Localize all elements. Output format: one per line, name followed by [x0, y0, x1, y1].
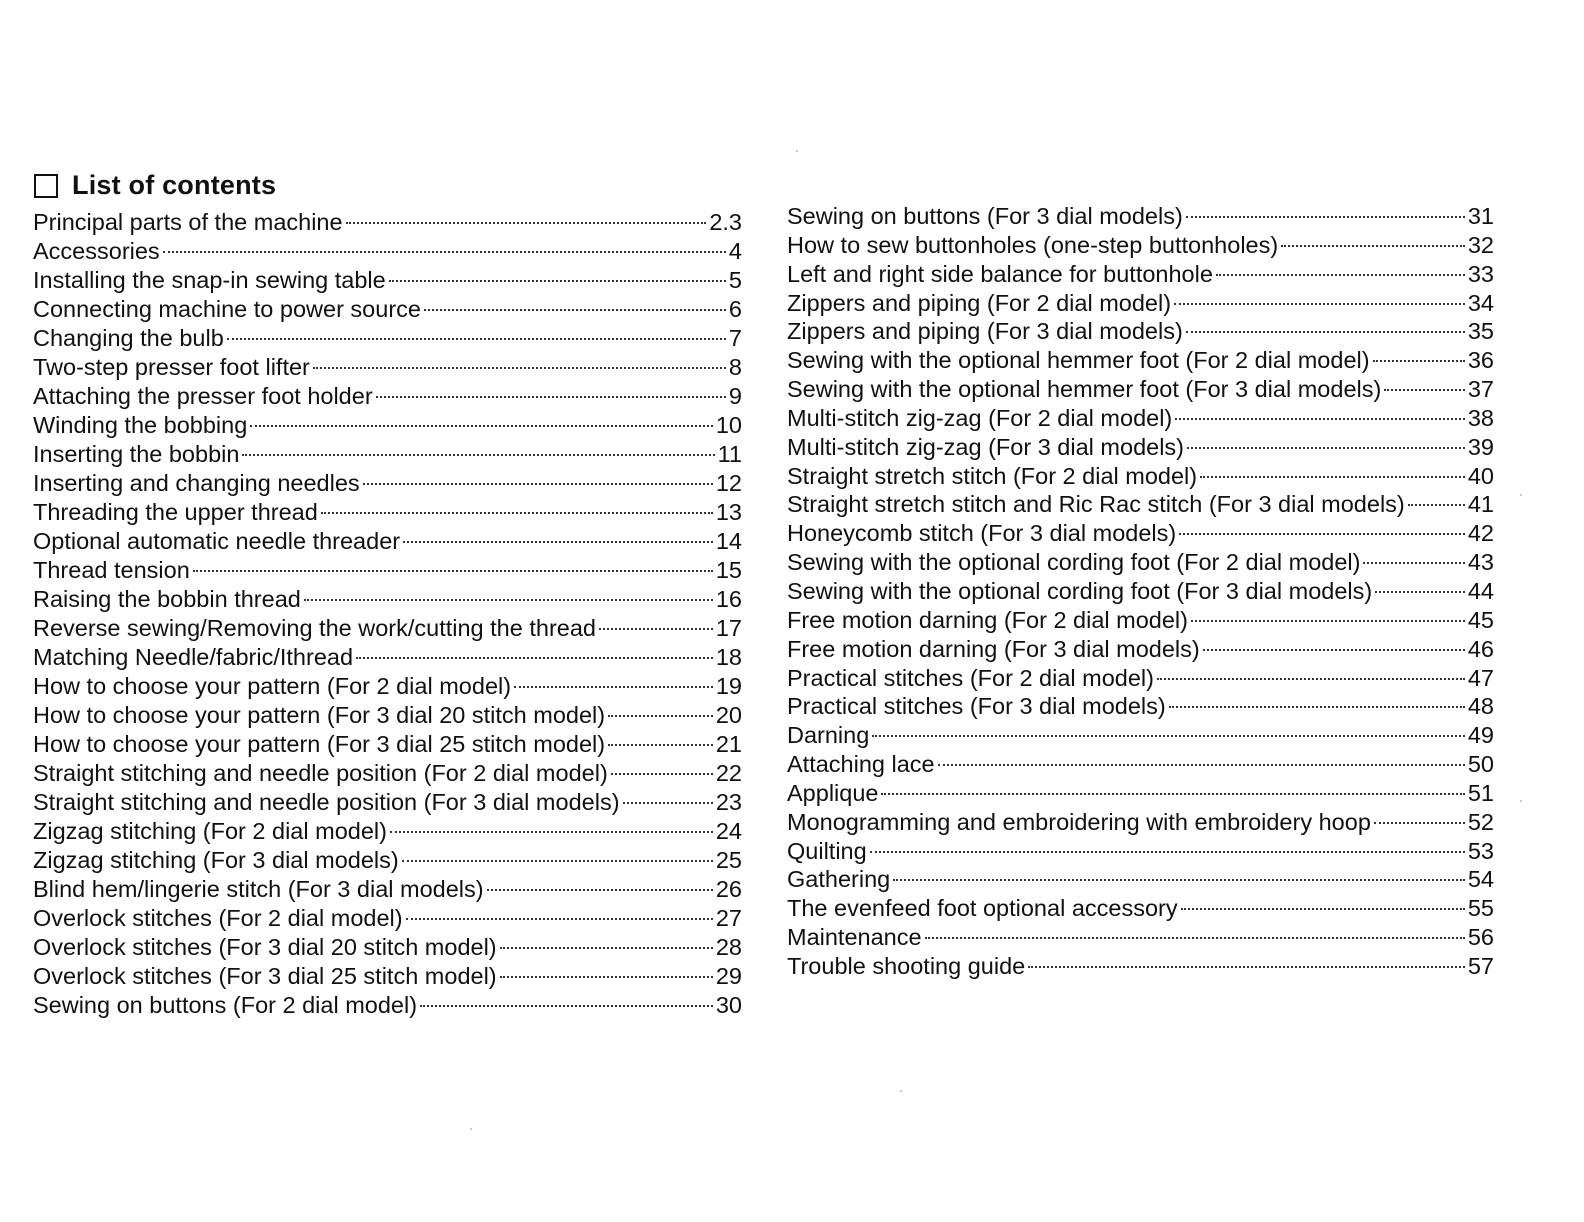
toc-entry-page-number: 7 — [728, 325, 742, 351]
toc-entry-title: Straight stretch stitch and Ric Rac stitch (For 3 dial models) — [787, 491, 1405, 518]
toc-entry — [787, 260, 1494, 289]
dot-leader — [313, 367, 726, 369]
toc-entry-title: Quilting — [787, 837, 867, 864]
toc-entry — [787, 317, 1494, 346]
toc-entry — [787, 606, 1494, 635]
toc-entry — [787, 635, 1494, 664]
toc-entry — [33, 788, 742, 817]
toc-entry-title: Winding the bobbing — [33, 412, 248, 438]
dot-leader — [1187, 447, 1465, 449]
toc-entry — [33, 962, 742, 991]
toc-entry-page-number: 27 — [715, 905, 742, 931]
dot-leader — [487, 889, 713, 891]
toc-entry-title: Multi-stitch zig-zag (For 2 dial model) — [787, 404, 1173, 431]
dot-leader — [1408, 504, 1465, 506]
dot-leader — [1174, 303, 1465, 305]
dot-leader — [1186, 331, 1465, 333]
toc-entry-page-number: 36 — [1467, 347, 1494, 374]
toc-entry — [787, 692, 1494, 721]
toc-entry-title: Matching Needle/fabric/Ithread — [33, 644, 354, 670]
toc-entry-page-number: 31 — [1467, 203, 1494, 229]
dot-leader — [1181, 908, 1465, 910]
toc-entry-title: Darning — [787, 722, 870, 749]
toc-entry-title: Overlock stitches (For 3 dial 20 stitch model) — [33, 934, 497, 960]
toc-entry-page-number: 18 — [715, 644, 742, 670]
toc-entry — [33, 614, 742, 643]
toc-entry-page-number: 40 — [1467, 462, 1494, 489]
toc-entry-page-number: 12 — [715, 470, 742, 496]
dot-leader — [881, 793, 1464, 795]
dot-leader — [938, 764, 1465, 766]
dot-leader — [346, 222, 707, 224]
toc-entry-page-number: 10 — [715, 412, 742, 438]
toc-entry — [33, 324, 742, 353]
toc-entry — [787, 865, 1494, 894]
dot-leader — [389, 280, 726, 282]
toc-entry-title: Zigzag stitching (For 3 dial models) — [33, 847, 399, 873]
toc-entry-title: How to choose your pattern (For 3 dial 20 stitch model) — [33, 702, 606, 728]
toc-entry-page-number: 26 — [715, 876, 742, 902]
toc-entry-title: Straight stitching and needle position (For 3 dial models) — [33, 789, 620, 815]
toc-entry-title: Trouble shooting guide — [787, 952, 1026, 979]
toc-entry-page-number: 33 — [1467, 260, 1494, 287]
toc-entry-title: Overlock stitches (For 3 dial 25 stitch model) — [33, 963, 497, 989]
toc-entry-page-number: 56 — [1467, 924, 1494, 951]
toc-entry-title: Threading the upper thread — [33, 499, 318, 525]
scan-speck — [900, 1090, 902, 1092]
dot-leader — [163, 251, 726, 253]
toc-entry-title: Monogramming and embroidering with embroidery hoop — [787, 808, 1371, 835]
toc-entry — [787, 664, 1494, 693]
toc-entry — [33, 295, 742, 324]
toc-entry-page-number: 47 — [1467, 664, 1494, 691]
dot-leader — [406, 918, 713, 920]
toc-entry — [33, 237, 742, 266]
toc-entry-page-number: 28 — [715, 934, 742, 960]
toc-entry-page-number: 25 — [715, 847, 742, 873]
dot-leader — [1186, 216, 1465, 218]
toc-entry-title: Blind hem/lingerie stitch (For 3 dial models) — [33, 876, 484, 902]
toc-entry-page-number: 57 — [1467, 952, 1494, 979]
toc-entry — [33, 440, 742, 469]
toc-entry-page-number: 35 — [1467, 318, 1494, 345]
toc-entry-page-number: 15 — [715, 557, 742, 583]
toc-entry — [787, 577, 1494, 606]
toc-entry-page-number: 50 — [1467, 751, 1494, 778]
dot-leader — [1200, 476, 1465, 478]
toc-entry — [33, 469, 742, 498]
toc-entry-page-number: 6 — [728, 296, 742, 322]
toc-entry-page-number: 38 — [1467, 404, 1494, 431]
toc-entry — [33, 875, 742, 904]
toc-entry — [33, 266, 742, 295]
dot-leader — [1363, 562, 1464, 564]
toc-entry-page-number: 42 — [1467, 520, 1494, 547]
toc-entry-title: Free motion darning (For 2 dial model) — [787, 606, 1188, 633]
dot-leader — [1373, 360, 1465, 362]
toc-entry-page-number: 14 — [715, 528, 742, 554]
toc-entry-page-number: 8 — [728, 354, 742, 380]
dot-leader — [1157, 678, 1465, 680]
toc-entry-title: Reverse sewing/Removing the work/cutting the thread — [33, 615, 596, 641]
toc-entry-title: How to choose your pattern (For 2 dial model) — [33, 673, 512, 699]
dot-leader — [623, 802, 713, 804]
toc-entry-page-number: 34 — [1467, 289, 1494, 316]
toc-entry-page-number: 20 — [715, 702, 742, 728]
dot-leader — [402, 860, 713, 862]
dot-leader — [363, 483, 713, 485]
toc-entry — [787, 894, 1494, 923]
dot-leader — [1216, 274, 1465, 276]
toc-entry — [787, 837, 1494, 866]
scan-speck — [1520, 800, 1522, 802]
toc-entry — [33, 817, 742, 846]
dot-leader — [599, 628, 713, 630]
toc-entry-title: Sewing on buttons (For 3 dial models) — [787, 203, 1183, 229]
toc-entry-title: Gathering — [787, 866, 891, 893]
toc-entry-page-number: 30 — [715, 992, 742, 1018]
toc-entry-title: Sewing with the optional cording foot (For 3 dial models) — [787, 577, 1373, 604]
toc-entry-title: How to sew buttonholes (one-step buttonholes) — [787, 231, 1279, 258]
toc-entry — [33, 556, 742, 585]
toc-entry-page-number: 46 — [1467, 635, 1494, 662]
toc-entry-page-number: 49 — [1467, 722, 1494, 749]
toc-entry — [787, 346, 1494, 375]
toc-entry-title: Inserting the bobbin — [33, 441, 240, 467]
dot-leader — [193, 570, 713, 572]
dot-leader — [390, 831, 713, 833]
toc-entry-title: Installing the snap-in sewing table — [33, 267, 386, 293]
toc-entry-page-number: 37 — [1467, 376, 1494, 403]
toc-entry — [33, 382, 742, 411]
toc-entry-title: Attaching the presser foot holder — [33, 383, 373, 409]
toc-entry-page-number: 16 — [715, 586, 742, 612]
toc-entry-title: Sewing with the optional hemmer foot (For 3 dial models) — [787, 376, 1382, 403]
toc-entry — [33, 759, 742, 788]
toc-entry-page-number: 32 — [1467, 231, 1494, 258]
toc-entry — [787, 750, 1494, 779]
toc-entry-page-number: 2.3 — [709, 209, 742, 235]
toc-entry-page-number: 41 — [1467, 491, 1494, 518]
dot-leader — [403, 541, 713, 543]
toc-entry — [787, 952, 1494, 981]
toc-entry — [33, 498, 742, 527]
toc-entry-title: Inserting and changing needles — [33, 470, 360, 496]
toc-entry — [787, 462, 1494, 491]
toc-entry-title: Zigzag stitching (For 2 dial model) — [33, 818, 387, 844]
toc-entry-page-number: 22 — [715, 760, 742, 786]
toc-entry-title: Zippers and piping (For 3 dial models) — [787, 318, 1183, 345]
dot-leader — [227, 338, 726, 340]
dot-leader — [1203, 649, 1465, 651]
toc-entry-title: Two-step presser foot lifter — [33, 354, 310, 380]
toc-entry-title: Practical stitches (For 2 dial model) — [787, 664, 1154, 691]
toc-entry-page-number: 5 — [728, 267, 742, 293]
toc-entry — [787, 721, 1494, 750]
toc-entry — [33, 846, 742, 875]
toc-entry — [33, 904, 742, 933]
toc-entry-title: Practical stitches (For 3 dial models) — [787, 693, 1166, 720]
dot-leader — [500, 976, 713, 978]
toc-entry-title: Maintenance — [787, 924, 922, 951]
toc-entry-title: Honeycomb stitch (For 3 dial models) — [787, 520, 1177, 547]
toc-entry-page-number: 53 — [1467, 837, 1494, 864]
toc-entry-page-number: 45 — [1467, 606, 1494, 633]
toc-entry-title: Raising the bobbin thread — [33, 586, 301, 612]
toc-entry-page-number: 44 — [1467, 577, 1494, 604]
toc-entry — [787, 519, 1494, 548]
toc-entry-page-number: 21 — [715, 731, 742, 757]
toc-entry-page-number: 19 — [715, 673, 742, 699]
toc-entry-page-number: 17 — [715, 615, 742, 641]
dot-leader — [514, 686, 713, 688]
toc-entry — [33, 991, 742, 1020]
toc-entry — [787, 808, 1494, 837]
toc-entry-page-number: 23 — [715, 789, 742, 815]
toc-entry-title: Sewing on buttons (For 2 dial model) — [33, 992, 418, 1018]
toc-entry — [33, 411, 742, 440]
dot-leader — [608, 744, 713, 746]
scan-speck — [1520, 494, 1522, 496]
dot-leader — [1175, 418, 1465, 420]
toc-entry — [787, 433, 1494, 462]
dot-leader — [1169, 706, 1465, 708]
toc-entry-title: Changing the bulb — [33, 325, 224, 351]
toc-entry-title: Optional automatic needle threader — [33, 528, 401, 554]
toc-entry-title: Zippers and piping (For 2 dial model) — [787, 289, 1172, 316]
dot-leader — [250, 425, 713, 427]
dot-leader — [356, 657, 713, 659]
toc-entry-title: Overlock stitches (For 2 dial model) — [33, 905, 403, 931]
toc-entry-page-number: 48 — [1467, 693, 1494, 720]
dot-leader — [1374, 822, 1465, 824]
toc-entry — [33, 643, 742, 672]
toc-entry-title: Sewing with the optional hemmer foot (For 2 dial model) — [787, 347, 1370, 374]
toc-entry-title: How to choose your pattern (For 3 dial 25 stitch model) — [33, 731, 606, 757]
toc-entry — [787, 779, 1494, 808]
checkbox-square-icon — [34, 174, 58, 198]
toc-entry-title: Accessories — [33, 238, 160, 264]
toc-entry-page-number: 11 — [717, 441, 742, 467]
toc-entry — [33, 353, 742, 382]
toc-entry-page-number: 9 — [728, 383, 742, 409]
dot-leader — [608, 715, 713, 717]
toc-entry — [787, 289, 1494, 318]
toc-entry — [787, 375, 1494, 404]
toc-entry-page-number: 29 — [715, 963, 742, 989]
toc-entry-title: Thread tension — [33, 557, 190, 583]
toc-entry-title: Applique — [787, 779, 879, 806]
dot-leader — [424, 309, 726, 311]
scan-speck — [796, 150, 798, 152]
dot-leader — [925, 937, 1465, 939]
toc-entry — [33, 933, 742, 962]
toc-right-column — [787, 202, 1494, 981]
dot-leader — [893, 879, 1465, 881]
toc-entry-page-number: 4 — [728, 238, 742, 264]
dot-leader — [420, 1005, 713, 1007]
toc-entry — [787, 548, 1494, 577]
dot-leader — [242, 454, 714, 456]
dot-leader — [500, 947, 713, 949]
toc-entry-title: Principal parts of the machine — [33, 209, 343, 235]
toc-entry — [787, 490, 1494, 519]
page-title: List of contents — [72, 170, 277, 200]
toc-entry — [787, 231, 1494, 260]
toc-entry-page-number: 54 — [1467, 866, 1494, 893]
dot-leader — [1384, 389, 1465, 391]
dot-leader — [1191, 620, 1465, 622]
toc-entry — [787, 923, 1494, 952]
scan-speck — [470, 1128, 472, 1130]
toc-entry — [33, 527, 742, 556]
dot-leader — [376, 396, 726, 398]
toc-entry-page-number: 13 — [715, 499, 742, 525]
toc-heading — [34, 170, 276, 201]
toc-entry-page-number: 24 — [715, 818, 742, 844]
dot-leader — [872, 735, 1465, 737]
toc-entry — [33, 585, 742, 614]
toc-entry-title: The evenfeed foot optional accessory — [787, 895, 1178, 922]
toc-entry-page-number: 39 — [1467, 433, 1494, 460]
dot-leader — [1281, 245, 1465, 247]
toc-entry-title: Attaching lace — [787, 751, 935, 778]
dot-leader — [611, 773, 713, 775]
toc-entry-title: Multi-stitch zig-zag (For 3 dial models) — [787, 433, 1184, 460]
dot-leader — [870, 851, 1465, 853]
dot-leader — [1179, 533, 1465, 535]
toc-entry — [33, 672, 742, 701]
toc-entry — [787, 202, 1494, 231]
toc-entry-title: Straight stretch stitch (For 2 dial model) — [787, 462, 1198, 489]
toc-entry-page-number: 51 — [1467, 779, 1494, 806]
toc-entry-page-number: 55 — [1467, 895, 1494, 922]
toc-entry — [33, 208, 742, 237]
toc-left-column — [33, 208, 742, 1020]
toc-entry-page-number: 52 — [1467, 808, 1494, 835]
toc-entry-title: Straight stitching and needle position (For 2 dial model) — [33, 760, 608, 786]
dot-leader — [304, 599, 713, 601]
dot-leader — [1028, 966, 1465, 968]
toc-entry-title: Connecting machine to power source — [33, 296, 421, 322]
toc-entry — [33, 730, 742, 759]
toc-entry — [33, 701, 742, 730]
toc-entry-title: Sewing with the optional cording foot (For 2 dial model) — [787, 549, 1361, 576]
toc-entry-page-number: 43 — [1467, 549, 1494, 576]
toc-entry — [787, 404, 1494, 433]
toc-entry-title: Left and right side balance for buttonhole — [787, 260, 1213, 287]
dot-leader — [1375, 591, 1465, 593]
dot-leader — [321, 512, 713, 514]
toc-entry-title: Free motion darning (For 3 dial models) — [787, 635, 1200, 662]
